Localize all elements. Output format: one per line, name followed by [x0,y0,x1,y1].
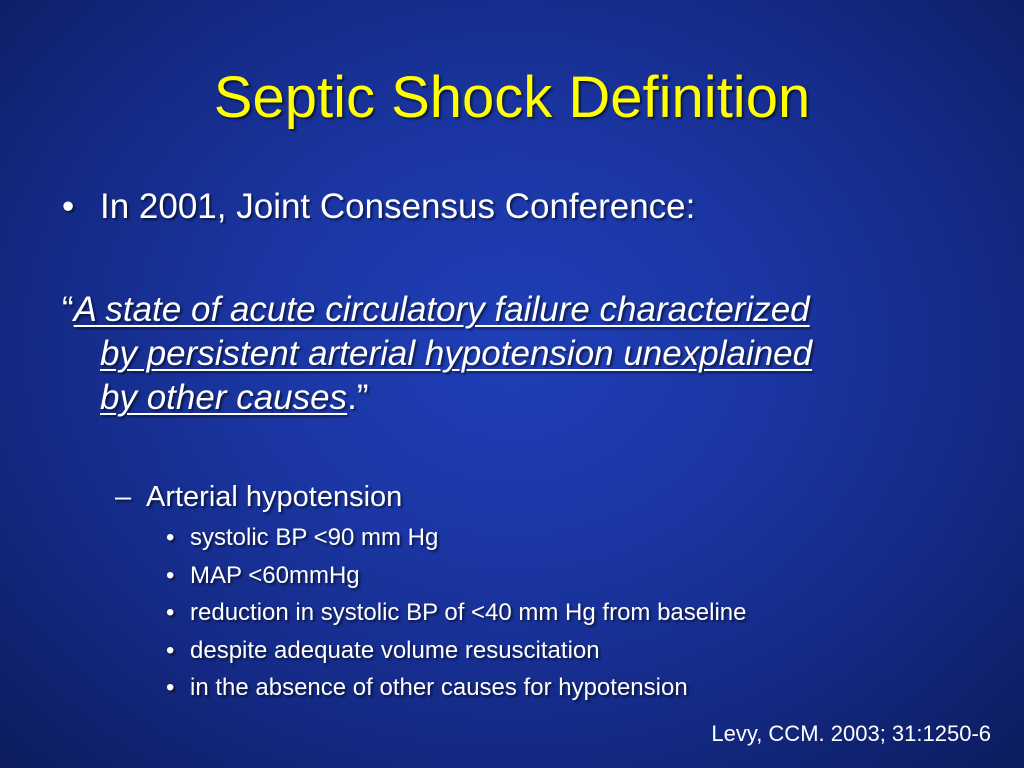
slide-title: Septic Shock Definition [213,65,811,130]
sub-item-text: systolic BP <90 mm Hg [190,524,439,551]
citation: Levy, CCM. 2003; 31:1250-6 [711,721,991,746]
sub-item-text: despite adequate volume resuscitation [190,637,600,664]
sub-bullet-marker: • [166,674,175,701]
sub-item-text: reduction in systolic BP of <40 mm Hg from baseline [190,599,747,626]
sub-heading-arterial-hypotension: Arterial hypotension [146,481,403,513]
sub-bullet-marker: • [166,637,175,664]
quote-line-3 [62,376,812,420]
quote-text-3: by other causes [100,378,348,417]
dash-marker: – [115,481,132,513]
sub-item [166,636,600,666]
sub-item [166,523,438,553]
sub-bullet-marker: • [166,599,175,626]
quote-line-2 [62,332,812,376]
sub-bullet-marker: • [166,562,175,589]
sub-item [166,598,746,628]
sub-item [166,673,688,703]
sub-item-text: MAP <60mmHg [190,562,360,589]
sub-item [166,561,360,591]
quote-text-2: by persistent arterial hypotension unexplained [100,334,813,373]
bullet-marker: • [62,187,75,226]
bullet-consensus-conference: In 2001, Joint Consensus Conference: [100,187,696,226]
definition-quote [62,288,812,420]
quote-open-mark: “ [62,290,74,329]
sub-item-text: in the absence of other causes for hypotension [190,674,688,701]
quote-close-mark: .” [347,378,369,417]
quote-line-1 [62,288,812,332]
sub-bullet-marker: • [166,524,175,551]
quote-text-1: A state of acute circulatory failure characterized [73,290,810,329]
